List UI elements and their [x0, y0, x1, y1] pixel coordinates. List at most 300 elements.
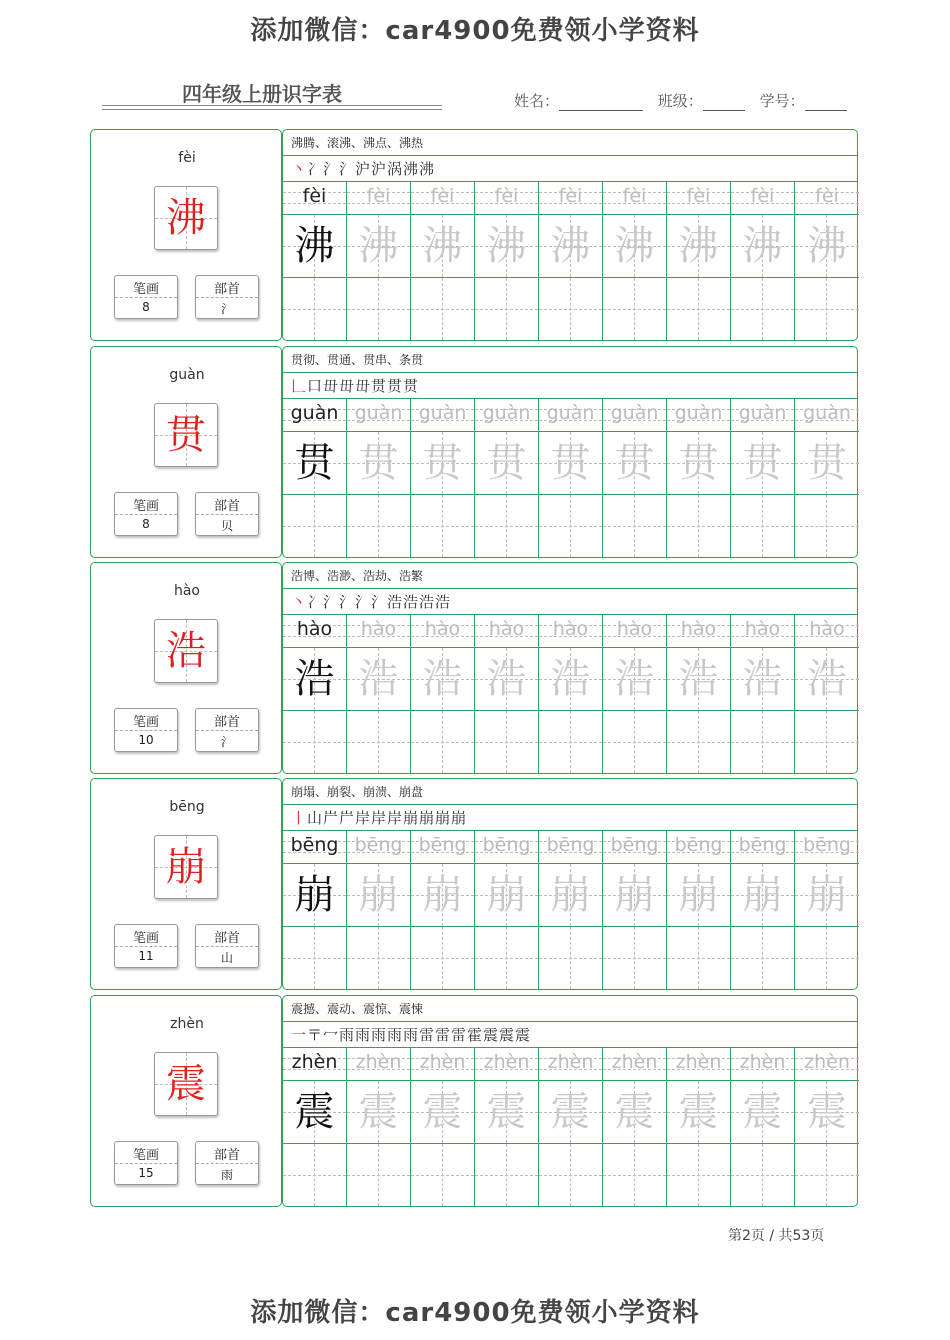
radical-value: 氵 [220, 735, 233, 749]
radical-label: 部首 [213, 499, 240, 514]
pinyin-cell[interactable] [411, 182, 475, 214]
pinyin-trace: hào [424, 618, 461, 640]
practice-grid [283, 182, 857, 340]
pinyin-cell[interactable] [539, 615, 603, 647]
pinyin-cell[interactable] [603, 182, 667, 214]
char-trace: 崩 [358, 872, 399, 918]
radical-label: 部首 [213, 1148, 240, 1163]
char-cell[interactable] [603, 1080, 667, 1143]
pinyin-cell[interactable] [347, 1048, 411, 1080]
pinyin-trace: guàn [674, 402, 723, 424]
practice-grid [283, 615, 857, 773]
char-trace: 震 [614, 1089, 655, 1135]
char-cell[interactable] [283, 863, 347, 926]
char-trace: 震 [486, 1089, 527, 1135]
example-words: 崩塌、崩裂、崩溃、崩盘 [291, 785, 424, 799]
character-card [90, 562, 858, 774]
pinyin-trace: zhèn [739, 1051, 786, 1073]
radical-value: 氵 [220, 302, 233, 316]
id-label: 学号： [759, 92, 805, 110]
blank-practice-cell[interactable] [283, 494, 347, 557]
char-trace: 崩 [550, 872, 591, 918]
char-cell[interactable] [603, 431, 667, 494]
blank-practice-cell[interactable] [667, 494, 731, 557]
char-cell[interactable] [411, 431, 475, 494]
blank-practice-cell[interactable] [539, 1143, 603, 1206]
char-trace: 沸 [614, 223, 655, 269]
char-cell[interactable] [283, 647, 347, 710]
char-trace: 沸 [807, 223, 847, 269]
char-cell[interactable] [539, 214, 603, 277]
blank-practice-cell[interactable] [539, 710, 603, 773]
practice-panel [282, 995, 858, 1207]
stroke-order-rest: 山屵屵岸岸岸崩崩崩崩 [307, 809, 468, 827]
pinyin-trace: fèi [622, 185, 647, 207]
char-cell[interactable] [731, 647, 795, 710]
pinyin-trace: zhèn [547, 1051, 594, 1073]
blank-practice-cell[interactable] [795, 710, 859, 773]
stroke-count-label: 笔画 [132, 1148, 159, 1163]
pinyin-trace: fèi [494, 185, 519, 207]
pinyin-cell[interactable] [475, 831, 539, 863]
char-trace: 贯 [742, 440, 783, 486]
pinyin-cell[interactable] [795, 831, 859, 863]
character-info-panel [90, 562, 282, 774]
worksheet-title: 四年级上册识字表 [182, 82, 342, 106]
pinyin-trace: fèi [302, 185, 327, 207]
example-words: 沸腾、滚沸、沸点、沸热 [291, 136, 424, 150]
class-field[interactable] [658, 90, 745, 111]
char-cell[interactable] [283, 431, 347, 494]
char-trace: 沸 [678, 223, 719, 269]
pinyin-trace: zhèn [675, 1051, 722, 1073]
stroke-order-first: 丨 [291, 809, 308, 827]
radical-value: 雨 [220, 1168, 233, 1182]
pinyin-cell[interactable] [475, 399, 539, 431]
char-cell[interactable] [539, 863, 603, 926]
pinyin-trace: zhèn [611, 1051, 658, 1073]
blank-practice-cell[interactable] [283, 277, 347, 340]
char-trace: 崩 [614, 872, 655, 918]
stroke-order [291, 591, 451, 612]
pinyin-cell[interactable] [603, 615, 667, 647]
stroke-order-first: 丶 [291, 160, 308, 178]
char-cell[interactable] [667, 214, 731, 277]
pinyin-cell[interactable] [411, 399, 475, 431]
char-trace: 震 [742, 1089, 783, 1135]
example-words: 震撼、震动、震惊、震悚 [291, 1002, 424, 1016]
char-trace: 崩 [486, 872, 527, 918]
practice-panel [282, 778, 858, 990]
blank-practice-cell[interactable] [475, 494, 539, 557]
blank-practice-cell[interactable] [411, 926, 475, 989]
char-cell[interactable] [731, 863, 795, 926]
char-trace: 震 [678, 1089, 719, 1135]
pinyin-cell[interactable] [667, 1048, 731, 1080]
char-trace: 浩 [358, 656, 399, 702]
pinyin-trace: guàn [738, 402, 787, 424]
id-field[interactable] [760, 90, 847, 111]
blank-practice-cell[interactable] [347, 710, 411, 773]
character-pinyin: hào [173, 583, 201, 599]
pinyin-cell[interactable] [731, 1048, 795, 1080]
pinyin-cell[interactable] [347, 615, 411, 647]
radical-box [195, 924, 259, 968]
char-cell[interactable] [795, 863, 859, 926]
character-glyph: 崩 [166, 844, 206, 890]
blank-practice-cell[interactable] [731, 710, 795, 773]
pinyin-cell[interactable] [283, 182, 347, 214]
pinyin-cell[interactable] [731, 182, 795, 214]
character-card [90, 129, 858, 341]
pinyin-cell[interactable] [539, 1048, 603, 1080]
blank-practice-cell[interactable] [283, 1143, 347, 1206]
pinyin-cell[interactable] [667, 831, 731, 863]
stroke-count-box [114, 275, 178, 319]
character-pinyin: bēng [169, 799, 205, 815]
pinyin-cell[interactable] [795, 615, 859, 647]
char-cell[interactable] [347, 863, 411, 926]
blank-practice-cell[interactable] [411, 1143, 475, 1206]
stroke-count-value: 10 [138, 733, 154, 747]
pinyin-trace: fèi [558, 185, 583, 207]
blank-practice-cell[interactable] [475, 277, 539, 340]
blank-practice-cell[interactable] [731, 1143, 795, 1206]
radical-box [195, 492, 259, 536]
char-cell[interactable] [667, 431, 731, 494]
char-cell[interactable] [731, 1080, 795, 1143]
char-trace: 贯 [614, 440, 655, 486]
id-blank[interactable] [805, 97, 847, 111]
pinyin-trace: guàn [803, 402, 851, 424]
char-cell[interactable] [347, 1080, 411, 1143]
pinyin-trace: bēng [738, 834, 787, 856]
pinyin-trace: hào [809, 618, 845, 640]
char-cell[interactable] [603, 214, 667, 277]
char-trace: 浩 [742, 656, 783, 702]
char-cell[interactable] [411, 214, 475, 277]
blank-practice-cell[interactable] [411, 710, 475, 773]
pinyin-trace: guàn [610, 402, 659, 424]
char-cell[interactable] [667, 1080, 731, 1143]
char-trace: 贯 [486, 440, 527, 486]
practice-grid [283, 1048, 857, 1206]
stroke-order-first: 丶 [291, 593, 308, 611]
pinyin-trace: fèi [686, 185, 711, 207]
character-card [90, 995, 858, 1207]
character-pinyin: zhèn [170, 1016, 204, 1032]
pinyin-trace: bēng [482, 834, 531, 856]
blank-practice-cell[interactable] [475, 926, 539, 989]
pinyin-cell[interactable] [667, 615, 731, 647]
pinyin-cell[interactable] [539, 399, 603, 431]
character-glyph: 浩 [166, 628, 206, 674]
radical-box [195, 708, 259, 752]
pinyin-cell[interactable] [603, 399, 667, 431]
char-trace: 崩 [742, 872, 783, 918]
pinyin-cell[interactable] [667, 399, 731, 431]
pinyin-trace: bēng [674, 834, 723, 856]
char-trace: 崩 [678, 872, 719, 918]
pinyin-trace: bēng [803, 834, 851, 856]
practice-grid [283, 831, 857, 989]
char-trace: 贯 [550, 440, 591, 486]
blank-practice-cell[interactable] [795, 1143, 859, 1206]
char-cell[interactable] [667, 863, 731, 926]
char-cell[interactable] [475, 863, 539, 926]
char-cell[interactable] [411, 1080, 475, 1143]
blank-practice-cell[interactable] [667, 1143, 731, 1206]
stroke-count-box [114, 1141, 178, 1185]
char-trace: 崩 [422, 872, 463, 918]
pinyin-trace: bēng [610, 834, 659, 856]
class-blank[interactable] [703, 97, 745, 111]
character-pinyin: fèi [178, 150, 196, 166]
watermark-top: 添加微信：car4900免费领小学资料 [250, 16, 700, 46]
character-info-panel [90, 129, 282, 341]
blank-practice-cell[interactable] [731, 494, 795, 557]
pinyin-trace: fèi [366, 185, 391, 207]
pinyin-cell[interactable] [411, 615, 475, 647]
practice-panel [282, 129, 858, 341]
char-trace: 贯 [358, 440, 399, 486]
blank-practice-cell[interactable] [283, 926, 347, 989]
watermark-bottom: 添加微信：car4900免费领小学资料 [250, 1298, 700, 1328]
practice-panel [282, 562, 858, 774]
char-cell[interactable] [795, 1080, 859, 1143]
pinyin-cell[interactable] [731, 615, 795, 647]
blank-practice-cell[interactable] [667, 710, 731, 773]
char-trace: 沸 [486, 223, 527, 269]
char-trace: 贯 [422, 440, 463, 486]
pinyin-cell[interactable] [347, 182, 411, 214]
pinyin-cell[interactable] [603, 1048, 667, 1080]
pinyin-cell[interactable] [283, 831, 347, 863]
pinyin-trace: hào [680, 618, 717, 640]
blank-practice-cell[interactable] [539, 926, 603, 989]
blank-practice-cell[interactable] [283, 710, 347, 773]
char-cell[interactable] [475, 647, 539, 710]
blank-practice-cell[interactable] [795, 277, 859, 340]
char-cell[interactable] [795, 431, 859, 494]
stroke-count-label: 笔画 [132, 715, 159, 730]
blank-practice-cell[interactable] [667, 926, 731, 989]
char-trace: 震 [422, 1089, 463, 1135]
pinyin-cell[interactable] [411, 831, 475, 863]
char-cell[interactable] [795, 647, 859, 710]
character-display-box [154, 1052, 218, 1116]
pinyin-cell[interactable] [475, 615, 539, 647]
blank-practice-cell[interactable] [731, 277, 795, 340]
pinyin-trace: bēng [354, 834, 403, 856]
char-cell[interactable] [539, 1080, 603, 1143]
blank-practice-cell[interactable] [795, 926, 859, 989]
pinyin-trace: bēng [546, 834, 595, 856]
character-display-box [154, 403, 218, 467]
blank-practice-cell[interactable] [411, 277, 475, 340]
char-trace: 沸 [742, 223, 783, 269]
character-glyph: 震 [166, 1061, 206, 1107]
pinyin-trace: zhèn [804, 1051, 850, 1073]
pinyin-trace: fèi [750, 185, 775, 207]
stroke-count-label: 笔画 [132, 499, 159, 514]
char-trace: 沸 [422, 223, 463, 269]
stroke-count-value: 8 [142, 300, 150, 314]
stroke-count-label: 笔画 [132, 931, 159, 946]
radical-label: 部首 [213, 282, 240, 297]
pinyin-cell[interactable] [283, 399, 347, 431]
pinyin-cell[interactable] [539, 831, 603, 863]
example-words: 贯彻、贯通、贯串、条贯 [291, 353, 424, 367]
pinyin-cell[interactable] [475, 182, 539, 214]
practice-grid [283, 399, 857, 557]
character-glyph: 沸 [166, 195, 206, 241]
stroke-order-rest: 冫氵氵氵氵浩浩浩浩 [307, 593, 452, 611]
practice-panel [282, 346, 858, 558]
stroke-count-label: 笔画 [132, 282, 159, 297]
pinyin-cell[interactable] [731, 399, 795, 431]
char-trace: 浩 [550, 656, 591, 702]
blank-practice-cell[interactable] [795, 494, 859, 557]
stroke-count-box [114, 492, 178, 536]
example-words: 浩博、浩渺、浩劫、浩繁 [291, 569, 424, 583]
blank-practice-cell[interactable] [603, 926, 667, 989]
stroke-count-value: 11 [138, 949, 154, 963]
pinyin-trace: guàn [482, 402, 531, 424]
pinyin-cell[interactable] [347, 399, 411, 431]
name-label: 姓名： [514, 92, 560, 110]
blank-practice-cell[interactable] [667, 277, 731, 340]
pinyin-cell[interactable] [283, 615, 347, 647]
char-cell[interactable] [539, 431, 603, 494]
blank-practice-cell[interactable] [539, 494, 603, 557]
radical-value: 山 [220, 951, 233, 965]
stroke-order-first: 一 [291, 1026, 308, 1044]
pinyin-cell[interactable] [795, 182, 859, 214]
char-trace: 贯 [294, 440, 335, 486]
char-cell[interactable] [667, 647, 731, 710]
char-trace: 浩 [614, 656, 655, 702]
pinyin-trace: bēng [418, 834, 467, 856]
character-card [90, 346, 858, 558]
character-info-panel [90, 346, 282, 558]
name-field[interactable] [514, 90, 643, 111]
char-cell[interactable] [603, 863, 667, 926]
pinyin-cell[interactable] [667, 182, 731, 214]
stroke-count-value: 15 [138, 1166, 154, 1180]
blank-practice-cell[interactable] [603, 494, 667, 557]
stroke-order-rest: 〒冖雨雨雨雨雨雷雷雷霍震震震 [307, 1026, 532, 1044]
pinyin-cell[interactable] [731, 831, 795, 863]
blank-practice-cell[interactable] [347, 494, 411, 557]
stroke-order [291, 807, 467, 828]
char-cell[interactable] [475, 431, 539, 494]
blank-practice-cell[interactable] [731, 926, 795, 989]
pinyin-trace: guàn [418, 402, 467, 424]
pinyin-cell[interactable] [795, 399, 859, 431]
stroke-count-box [114, 708, 178, 752]
pinyin-cell[interactable] [411, 1048, 475, 1080]
pinyin-trace: guàn [546, 402, 595, 424]
character-glyph: 贯 [166, 412, 206, 458]
char-cell[interactable] [731, 431, 795, 494]
radical-value: 贝 [220, 519, 233, 533]
name-blank[interactable] [559, 97, 643, 111]
blank-practice-cell[interactable] [347, 277, 411, 340]
blank-practice-cell[interactable] [347, 926, 411, 989]
stroke-order-rest: 冫氵氵沪沪涡沸沸 [307, 160, 436, 178]
pinyin-trace: hào [360, 618, 397, 640]
character-display-box [154, 835, 218, 899]
pinyin-cell[interactable] [283, 1048, 347, 1080]
pinyin-cell[interactable] [795, 1048, 859, 1080]
blank-practice-cell[interactable] [539, 277, 603, 340]
title-underline [102, 105, 442, 110]
pinyin-cell[interactable] [475, 1048, 539, 1080]
char-trace: 沸 [358, 223, 399, 269]
radical-box [195, 275, 259, 319]
pinyin-trace: zhèn [483, 1051, 530, 1073]
radical-box [195, 1141, 259, 1185]
pinyin-trace: bēng [290, 834, 339, 856]
char-trace: 崩 [807, 872, 847, 918]
char-trace: 震 [294, 1089, 335, 1135]
char-trace: 浩 [678, 656, 719, 702]
char-trace: 震 [807, 1089, 847, 1135]
char-cell[interactable] [411, 863, 475, 926]
char-cell[interactable] [475, 214, 539, 277]
blank-practice-cell[interactable] [603, 710, 667, 773]
char-cell[interactable] [731, 214, 795, 277]
char-cell[interactable] [411, 647, 475, 710]
pinyin-cell[interactable] [603, 831, 667, 863]
pinyin-trace: zhèn [291, 1051, 338, 1073]
char-cell[interactable] [283, 1080, 347, 1143]
char-cell[interactable] [283, 214, 347, 277]
char-cell[interactable] [795, 214, 859, 277]
char-cell[interactable] [347, 214, 411, 277]
char-cell[interactable] [603, 647, 667, 710]
blank-practice-cell[interactable] [347, 1143, 411, 1206]
blank-practice-cell[interactable] [475, 1143, 539, 1206]
pinyin-cell[interactable] [347, 831, 411, 863]
stroke-order-rest: 口毌毌毌贯贯贯 [307, 377, 420, 395]
char-trace: 贯 [678, 440, 719, 486]
char-cell[interactable] [475, 1080, 539, 1143]
pinyin-trace: guàn [354, 402, 403, 424]
char-cell[interactable] [347, 647, 411, 710]
stroke-count-value: 8 [142, 517, 150, 531]
page-number: 第2页 / 共53页 [728, 1228, 825, 1244]
pinyin-trace: zhèn [355, 1051, 402, 1073]
char-cell[interactable] [539, 647, 603, 710]
blank-practice-cell[interactable] [603, 1143, 667, 1206]
radical-label: 部首 [213, 931, 240, 946]
char-trace: 沸 [550, 223, 591, 269]
class-label: 班级： [657, 92, 703, 110]
radical-label: 部首 [213, 715, 240, 730]
worksheet-header [102, 78, 862, 110]
char-trace: 浩 [807, 656, 847, 702]
blank-practice-cell[interactable] [603, 277, 667, 340]
char-trace: 贯 [807, 440, 847, 486]
pinyin-cell[interactable] [539, 182, 603, 214]
blank-practice-cell[interactable] [411, 494, 475, 557]
character-display-box [154, 186, 218, 250]
char-trace: 浩 [294, 656, 335, 702]
char-cell[interactable] [347, 431, 411, 494]
blank-practice-cell[interactable] [475, 710, 539, 773]
